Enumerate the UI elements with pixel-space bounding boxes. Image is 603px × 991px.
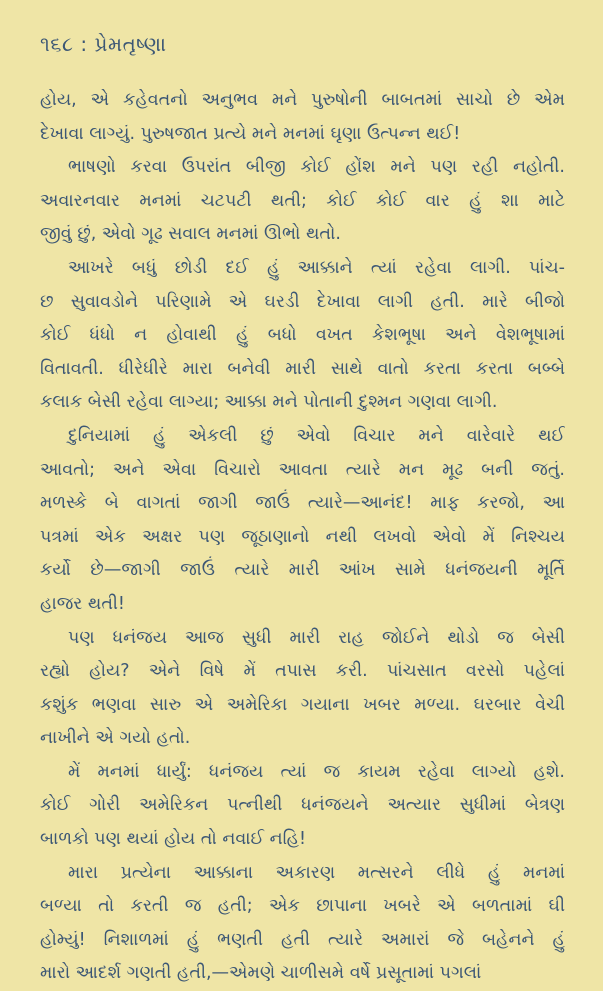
text-line: રહ્યો હોય? એને વિષે મેં તપાસ કરી. પાંચસાત વરસો પહેલાં: [40, 661, 565, 682]
text-line: વિતાવતી. ધીરેધીરે મારા બનેવી મારી સાથે વાતો કરતા કરતા બબ્બે: [40, 358, 565, 379]
text-line: અવારનવાર મનમાં ચટપટી થતી; કોઈ કોઈ વાર હું શા માટે: [40, 190, 565, 211]
text-line: જીવું છું, એવો ગૂઢ સવાલ મનમાં ઊભો થતો.: [40, 224, 341, 245]
text-line: કલાક બેસી રહેવા લાગ્યા; આક્કા મને પોતાની દુશ્મન ગણવા લાગી.: [40, 392, 498, 413]
text-line: કોઈ ગોરી અમેરિકન પત્નીથી ધનંજયને અત્યાર સુધીમાં બેત્રણ: [40, 795, 565, 816]
paragraph: [40, 857, 565, 991]
text-line: દેખાવા લાગ્યું. પુરુષજાત પ્રત્યે મને મનમાં ઘૃણા ઉત્પન્ન થઈ!: [40, 123, 461, 144]
text-line: આખરે બધું છોડી દઈ હું આક્કાને ત્યાં રહેવા લાગી. પાંચ-: [68, 257, 565, 278]
paragraph: [40, 420, 565, 622]
text-line: બળ્યા તો કરતી જ હતી; એક છાપાના ખબરે એ બળતામાં ઘી: [40, 896, 565, 917]
text-line: પત્રમાં એક અક્ષર પણ જૂઠાણાનો નથી લખવો એવો મેં નિશ્ચય: [40, 526, 565, 547]
text-line: મેં મનમાં ધાર્યું: ધનંજય ત્યાં જ કાયમ રહેવા લાગ્યો હશે.: [68, 761, 565, 782]
text-line: નાખીને એ ગયો હતો.: [40, 728, 191, 749]
text-line: કર્યો છે—જાગી જાઉં ત્યારે મારી આંખ સામે ધનંજયની મૂર્તિ: [40, 560, 565, 581]
text-line: હોમ્યું! નિશાળમાં હું ભણતી હતી ત્યારે અમારાં જે બહેનને હું: [40, 929, 565, 950]
book-title: પ્રેમતૃષ્ણા: [94, 32, 167, 56]
paragraph: [40, 84, 565, 151]
text-line: હોય, એ કહેવતનો અનુભવ મને પુરુષોની બાબતમાં સાચો છે એમ: [40, 90, 565, 110]
text-line: આવતો; અને એવા વિચારો આવતા ત્યારે મન મૂઢ બની જતું.: [40, 459, 565, 480]
text-line: મળસ્કે બે વાગતાં જાગી જાઉં ત્યારે—આનંદ! માફ કરજો, આ: [40, 493, 565, 514]
text-line: છ સુવાવડોને પરિણામે એ ઘરડી દેખાવા લાગી હતી. મારે બીજો: [40, 291, 565, 312]
text-line: મારા પ્રત્યેના આક્કાના અકારણ મત્સરને લીધે હું મનમાં: [68, 862, 565, 883]
header-separator: :: [80, 32, 88, 56]
running-header: [40, 30, 565, 58]
paragraph: [40, 756, 565, 857]
text-line: બાળકો પણ થયાં હોય તો નવાઈ નહિ!: [40, 829, 307, 850]
text-line: મારો આદર્શ ગણતી હતી,—એમણે ચાળીસમે વર્ષે પ્રસૂતામાં પગલાં: [40, 963, 482, 984]
text-line: હાજર થતી!: [40, 593, 125, 614]
body-text: [40, 84, 565, 991]
paragraph: [40, 151, 565, 252]
text-line: કશુંક ભણવા સારુ એ અમેરિકા ગયાના ખબર મળ્યા. ઘરબાર વેચી: [40, 694, 565, 715]
text-line: દુનિયામાં હું એકલી છું એવો વિચાર મને વારેવારે થઈ: [68, 425, 565, 446]
text-line: પણ ધનંજય આજ સુધી મારી રાહ જોઈને થોડો જ બેસી: [68, 627, 565, 648]
text-line: કોઈ ધંધો ન હોવાથી હું બધો વખત કેશભૂષા અને વેશભૂષામાં: [40, 325, 565, 346]
paragraph: [40, 252, 565, 420]
paragraph: [40, 622, 565, 756]
text-line: ભાષણો કરવા ઉપરાંત બીજી કોઈ હોંશ મને પણ રહી નહોતી.: [68, 157, 565, 178]
page-number: ૧૬૮: [40, 32, 74, 56]
